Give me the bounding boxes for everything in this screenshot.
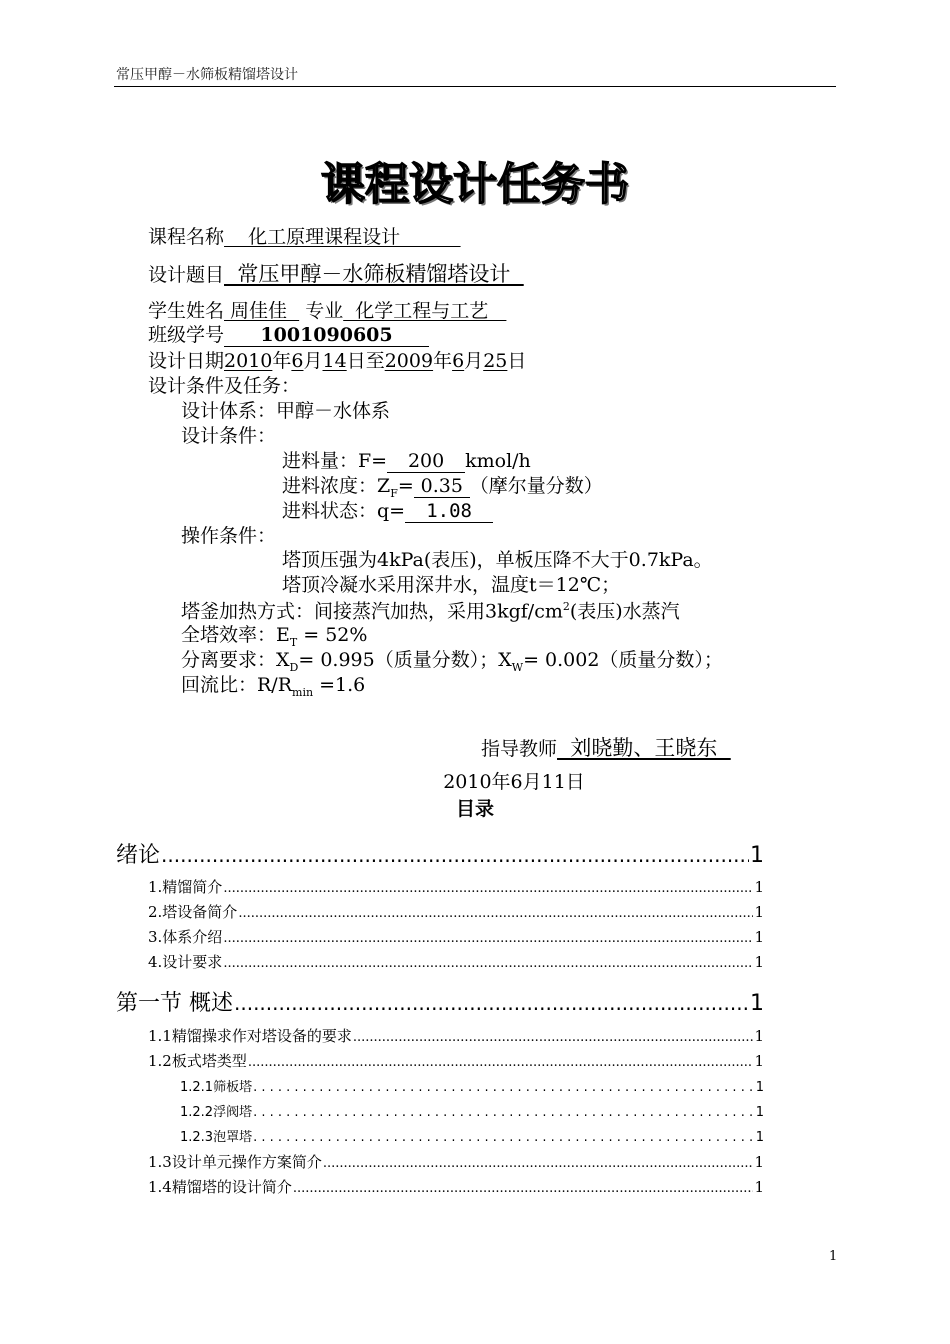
toc-entry-level1[interactable]: [116, 986, 764, 1017]
toc-entry-text: 1.2.2浮阀塔: [180, 1105, 253, 1120]
header-rule: [114, 86, 836, 87]
toc-entry-text: 1.4精馏塔的设计简介: [148, 1178, 292, 1196]
signature-date: 2010年6月11日: [443, 771, 585, 793]
feed-conc-eq: =: [397, 475, 414, 497]
date-end-day: 25: [483, 350, 508, 372]
toc-entry-level2[interactable]: [148, 1151, 764, 1172]
date-start-day: 14: [322, 350, 347, 372]
separation-text-c: = 0.002（质量分数）；: [523, 649, 723, 671]
heating-text-b: (表压)水蒸汽: [569, 600, 680, 623]
toc-entry-page: 1: [754, 903, 764, 921]
date-start-month: 6: [291, 350, 304, 372]
toc-entry-text: 2.塔设备简介: [148, 903, 238, 921]
date-year-char: 年: [272, 350, 292, 372]
advisor-value: 刘晓勤、王晓东: [557, 736, 731, 760]
date-month-char-2: 月: [464, 350, 484, 372]
toc-leader: [234, 991, 749, 1016]
efficiency-label: 全塔效率：E: [181, 624, 290, 646]
efficiency-line: [181, 626, 367, 648]
toc-entry-page: 1: [750, 843, 764, 868]
toc-entry-text: 1.精馏简介: [148, 878, 223, 896]
operating-conditions-heading: 操作条件：: [181, 525, 277, 547]
feed-rate-label: 进料量：F=: [282, 450, 388, 472]
class-line: [148, 326, 429, 347]
toc-entry-level2[interactable]: [148, 876, 764, 897]
toc-leader: [248, 1052, 754, 1070]
student-label: 学生姓名: [148, 300, 225, 322]
toc-entry-text: 1.2板式塔类型: [148, 1052, 247, 1070]
toc-entry-level3[interactable]: [180, 1101, 764, 1120]
course-label: 课程名称: [148, 226, 225, 248]
toc-entry-level3[interactable]: [180, 1126, 764, 1145]
feed-conc-value: 0.35: [414, 477, 470, 498]
toc-entry-level2[interactable]: [148, 901, 764, 922]
major-value: 化学工程与工艺: [343, 300, 507, 322]
toc-leader: [161, 843, 749, 868]
toc-entry-level1[interactable]: [116, 838, 764, 869]
date-end-month: 6: [452, 350, 465, 372]
reflux-label: 回流比：R/R: [181, 674, 293, 696]
class-label: 班级学号: [148, 324, 225, 346]
major-label: 专业: [305, 300, 344, 322]
feed-state-label: 进料状态：q=: [282, 500, 406, 522]
toc-leader: [323, 1153, 754, 1171]
conditions-heading: 设计条件及任务：: [148, 375, 301, 397]
toc-entry-page: 1: [755, 1080, 764, 1095]
toc-entry-text: 1.3设计单元操作方案简介: [148, 1153, 322, 1171]
student-value: 周佳佳: [224, 300, 300, 322]
toc-leader: [253, 1080, 755, 1095]
student-line: [148, 302, 506, 321]
toc-entry-text: 4.设计要求: [148, 953, 223, 971]
heating-sup: 2: [562, 600, 570, 613]
page-number: 1: [829, 1249, 838, 1264]
toc-leader: [223, 953, 753, 971]
toc-entry-text: 1.2.3泡罩塔: [180, 1130, 253, 1145]
date-label: 设计日期: [148, 350, 225, 372]
toc-entry-page: 1: [750, 991, 764, 1016]
date-month-char: 月: [303, 350, 323, 372]
feed-concentration-line: [282, 477, 603, 499]
feed-rate-unit: kmol/h: [465, 450, 531, 472]
operating-condition-1: 塔顶压强为4kPa(表压)，单板压降不大于0.7kPa。: [282, 549, 713, 571]
heating-method-line: [181, 601, 680, 621]
toc-leader: [253, 1130, 755, 1145]
design-system: 设计体系：甲醇－水体系: [181, 400, 391, 422]
separation-text-b: = 0.995（质量分数）；X: [298, 649, 512, 671]
separation-sub-w: W: [511, 660, 524, 674]
separation-sub-d: D: [289, 660, 299, 674]
course-line: [148, 228, 461, 247]
running-header: 常压甲醇－水筛板精馏塔设计: [116, 67, 298, 83]
toc-entry-text: 3.体系介绍: [148, 928, 223, 946]
feed-state-value: 1.08: [405, 502, 493, 523]
reflux-sub: min: [292, 685, 314, 699]
efficiency-value: = 52%: [297, 624, 368, 646]
feed-rate-line: [282, 452, 531, 473]
feed-conc-label: 进料浓度：Z: [282, 475, 391, 497]
toc-entry-text: 绪论: [116, 843, 161, 868]
topic-label: 设计题目: [148, 264, 225, 286]
toc-leader: [238, 903, 753, 921]
date-day-char-2: 日: [507, 350, 527, 372]
reflux-line: [181, 676, 365, 698]
course-value: 化工原理课程设计: [224, 226, 461, 248]
reflux-value: =1.6: [313, 674, 366, 696]
toc-leader: [293, 1178, 754, 1196]
advisor-label: 指导教师: [481, 738, 558, 760]
advisor-line: [481, 738, 731, 759]
topic-value: 常压甲醇－水筛板精馏塔设计: [224, 262, 524, 286]
feed-state-line: [282, 502, 493, 523]
design-conditions-heading: 设计条件：: [181, 425, 277, 447]
page-title: 课程设计任务书: [321, 159, 629, 210]
feed-rate-value: 200: [387, 452, 465, 473]
topic-line: [148, 264, 524, 285]
separation-label: 分离要求：X: [181, 649, 290, 671]
heating-text-a: 塔釜加热方式：间接蒸汽加热，采用3kgf/cm: [181, 600, 563, 623]
date-to-char: 日至: [346, 350, 385, 372]
toc-entry-level3[interactable]: [180, 1076, 764, 1095]
date-year-char-2: 年: [433, 350, 453, 372]
toc-entry-text: 1.1精馏操求作对塔设备的要求: [148, 1027, 352, 1045]
toc-entry-page: 1: [754, 1153, 764, 1171]
toc-entry-level2[interactable]: [148, 1025, 764, 1046]
toc-entry-level2[interactable]: [148, 926, 764, 947]
toc-entry-page: 1: [754, 953, 764, 971]
toc-entry-page: 1: [754, 1052, 764, 1070]
toc-entry-level2[interactable]: [148, 951, 764, 972]
date-start-year: 2010: [224, 350, 273, 372]
toc-entry-page: 1: [754, 878, 764, 896]
toc-leader: [253, 1105, 755, 1120]
class-value: 1001090605: [224, 326, 429, 347]
separation-line: [181, 651, 723, 673]
feed-conc-note: （摩尔量分数）: [469, 475, 603, 497]
date-range-line: [148, 352, 526, 371]
toc-leader: [223, 928, 753, 946]
efficiency-sub: T: [289, 635, 298, 649]
toc-heading: 目录: [455, 798, 494, 820]
feed-conc-sub: F: [390, 486, 398, 500]
toc-entry-page: 1: [755, 1130, 764, 1145]
toc-entry-level2[interactable]: [148, 1050, 764, 1071]
toc-entry-page: 1: [755, 1105, 764, 1120]
toc-entry-level2[interactable]: [148, 1176, 764, 1197]
toc-entry-text: 1.2.1筛板塔: [180, 1080, 253, 1095]
toc-entry-page: 1: [754, 1027, 764, 1045]
toc-entry-page: 1: [754, 1178, 764, 1196]
date-end-year: 2009: [384, 350, 434, 372]
toc-entry-text: 第一节 概述: [116, 991, 233, 1016]
toc-leader: [223, 878, 753, 896]
operating-condition-2: 塔顶冷凝水采用深井水，温度t＝12℃；: [282, 574, 621, 596]
toc-entry-page: 1: [754, 928, 764, 946]
toc-leader: [353, 1027, 754, 1045]
